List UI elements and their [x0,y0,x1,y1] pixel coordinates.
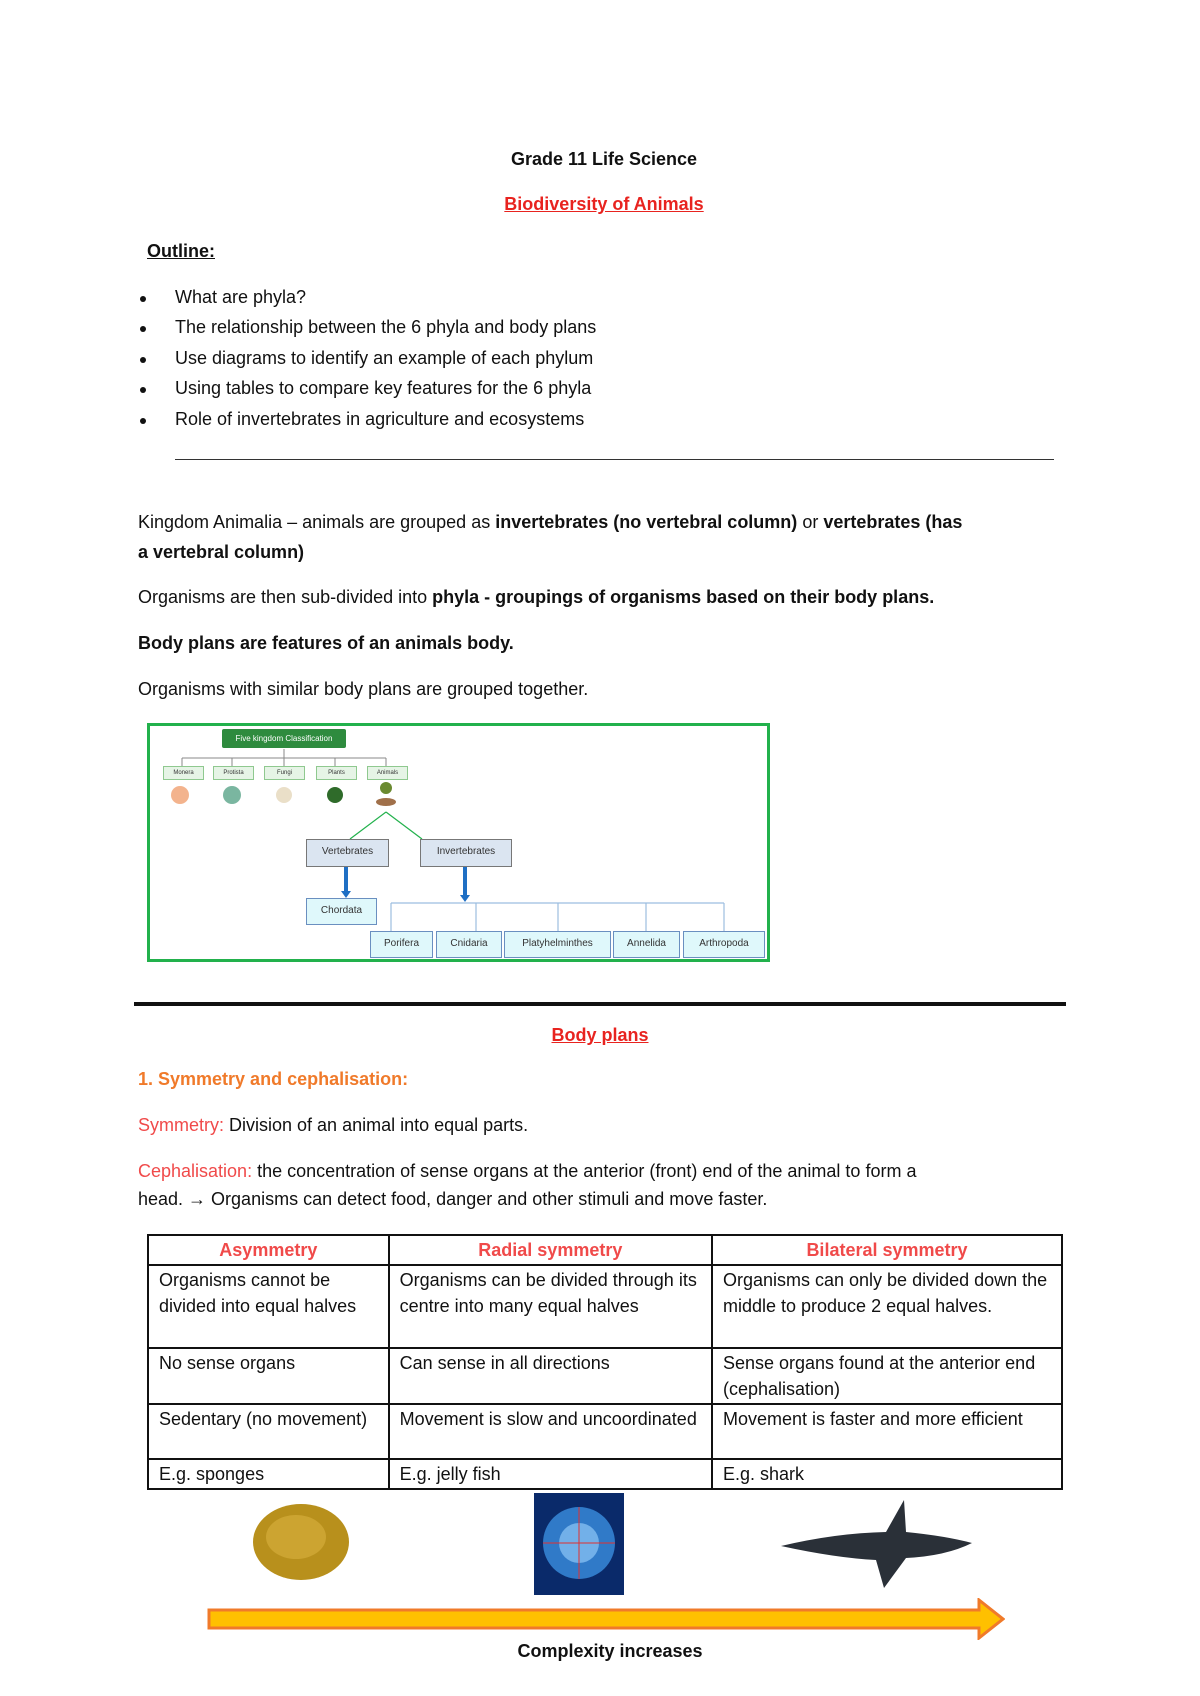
table-cell: E.g. sponges [148,1459,389,1489]
table-cell: Sense organs found at the anterior end (cephalisation) [712,1348,1062,1404]
outline-item: Using tables to compare key features for the 6 phyla [175,378,592,398]
phylum-arthropoda: Arthropoda [683,931,765,958]
symmetry-table [147,1234,1063,1490]
kingdom-icons [171,782,396,806]
complexity-arrow-icon [207,1598,1005,1640]
table-cell: Can sense in all directions [389,1348,712,1404]
kingdom-monera: Monera [163,766,204,780]
table-cell: Organisms can be divided through its centre into many equal halves [389,1265,712,1348]
page-subtitle: Biodiversity of Animals [504,194,704,214]
table-cell: Movement is slow and uncoordinated [389,1404,712,1459]
kingdom-fungi: Fungi [264,766,305,780]
intro-paragraph-1: Kingdom Animalia – animals are grouped as invertebrates (no vertebral column) or vertebrates (has [138,512,963,532]
sponge-image [251,1497,351,1587]
table-header-row [148,1235,1062,1265]
chordata-box: Chordata [306,898,377,925]
table-row [148,1459,1062,1489]
divider [175,459,1054,460]
table-cell: Organisms can only be divided down the middle to produce 2 equal halves. [712,1265,1062,1348]
kingdom-animals: Animals [367,766,408,780]
bullet-icon [140,387,146,393]
section-divider [134,1002,1066,1006]
phylum-platyhelminthes: Platyhelminthes [504,931,611,958]
outline-item: What are phyla? [175,287,307,307]
table-cell: E.g. shark [712,1459,1062,1489]
bullet-icon [140,296,146,302]
bullet-icon [140,326,146,332]
invertebrates-box: Invertebrates [420,839,512,867]
table-header: Asymmetry [148,1235,389,1265]
classification-diagram [147,723,770,962]
phylum-annelida: Annelida [613,931,680,958]
symmetry-definition: Symmetry: Division of an animal into equal parts. [138,1115,529,1135]
outline-item: The relationship between the 6 phyla and body plans [175,317,597,337]
table-header: Radial symmetry [389,1235,712,1265]
diagram-header: Five kingdom Classification [222,729,346,748]
table-cell: No sense organs [148,1348,389,1404]
table-row [148,1265,1062,1348]
jellyfish-image [534,1493,624,1595]
intro-paragraph-1-cont: a vertebral column) [138,542,305,562]
phylum-porifera: Porifera [370,931,433,958]
table-header: Bilateral symmetry [712,1235,1062,1265]
phylum-cnidaria: Cnidaria [436,931,502,958]
bullet-icon [140,357,146,363]
cephalisation-definition-cont: head. → Organisms can detect food, danger and other stimuli and move faster. [138,1189,768,1209]
outline-item: Role of invertebrates in agriculture and ecosystems [175,409,585,429]
page-title: Grade 11 Life Science [510,149,698,169]
table-row [148,1404,1062,1459]
table-row [148,1348,1062,1404]
table-cell: E.g. jelly fish [389,1459,712,1489]
intro-paragraph-3: Body plans are features of an animals body. [138,633,514,653]
outline-item: Use diagrams to identify an example of each phylum [175,348,594,368]
outline-heading: Outline: [147,241,215,261]
complexity-label: Complexity increases [517,1641,703,1661]
cephalisation-definition: Cephalisation: the concentration of sense organs at the anterior (front) end of the animal to form a [138,1161,917,1181]
intro-paragraph-4: Organisms with similar body plans are grouped together. [138,679,589,699]
vertebrates-box: Vertebrates [306,839,389,867]
table-cell: Sedentary (no movement) [148,1404,389,1459]
table-cell: Movement is faster and more efficient [712,1404,1062,1459]
body-plans-heading: Body plans [551,1025,649,1045]
table-cell: Organisms cannot be divided into equal halves [148,1265,389,1348]
intro-paragraph-2: Organisms are then sub-divided into phyla - groupings of organisms based on their body plans. [138,587,935,607]
section-heading: 1. Symmetry and cephalisation: [138,1069,409,1089]
shark-image [776,1498,976,1590]
bullet-icon [140,418,146,424]
kingdom-plants: Plants [316,766,357,780]
kingdom-protista: Protista [213,766,254,780]
